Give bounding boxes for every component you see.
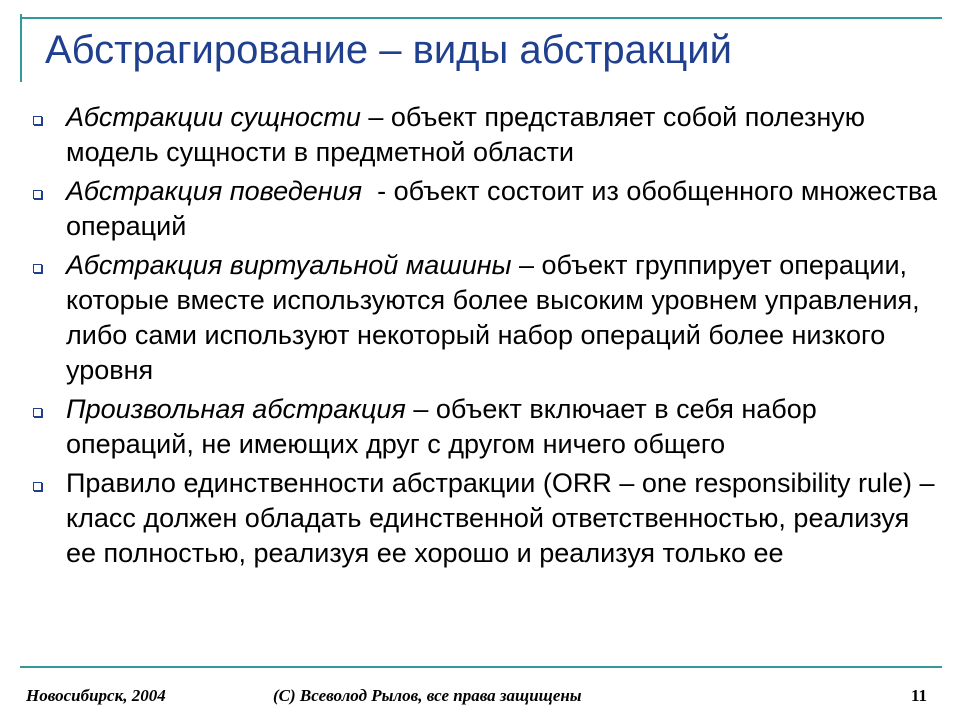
- footer-copyright: (С) Всеволод Рылов, все права защищены: [273, 686, 582, 705]
- list-item: [30, 100, 940, 170]
- square-bullet-icon: [33, 408, 42, 417]
- title-accent-vertical-line: [20, 14, 22, 82]
- item-term: Абстракции сущности: [66, 102, 361, 132]
- bullet-list: [30, 100, 945, 575]
- item-term: Абстракция поведения: [66, 176, 363, 206]
- slide-title: Абстрагирование – виды абстракций: [45, 28, 732, 72]
- list-item: [30, 174, 945, 244]
- item-text: – объект представляет собой полезную модель сущности в предметной области: [66, 102, 865, 167]
- list-item: [30, 466, 940, 571]
- item-text: Правило единственности абстракции (ORR – one responsibility rule) – класс должен обладать единственной ответственностью, реализуя ее полностью, реализуя ее хорошо и реализуя только ее: [66, 468, 935, 568]
- item-text: - объект состоит из обобщенного множества операций: [66, 176, 945, 241]
- footer-location: Новосибирск, 2004: [26, 686, 166, 705]
- page-number: 11: [911, 686, 928, 705]
- square-bullet-icon: [33, 190, 42, 199]
- title-accent-horizontal-line: [20, 17, 942, 19]
- footer-divider: [20, 666, 942, 668]
- item-text: – объект группирует операции, которые вместе используются более высоким уровнем управления, либо сами используют некоторый набор операций более низкого уровня: [66, 250, 920, 385]
- list-item: [30, 248, 940, 388]
- square-bullet-icon: [33, 264, 42, 273]
- square-bullet-icon: [33, 482, 42, 491]
- item-text: – объект включает в себя набор операций, не имеющих друг с другом ничего общего: [66, 394, 817, 459]
- list-item: [30, 392, 940, 462]
- item-term: Абстракция виртуальной машины: [66, 250, 512, 280]
- item-term: Произвольная абстракция: [66, 394, 406, 424]
- square-bullet-icon: [33, 116, 42, 125]
